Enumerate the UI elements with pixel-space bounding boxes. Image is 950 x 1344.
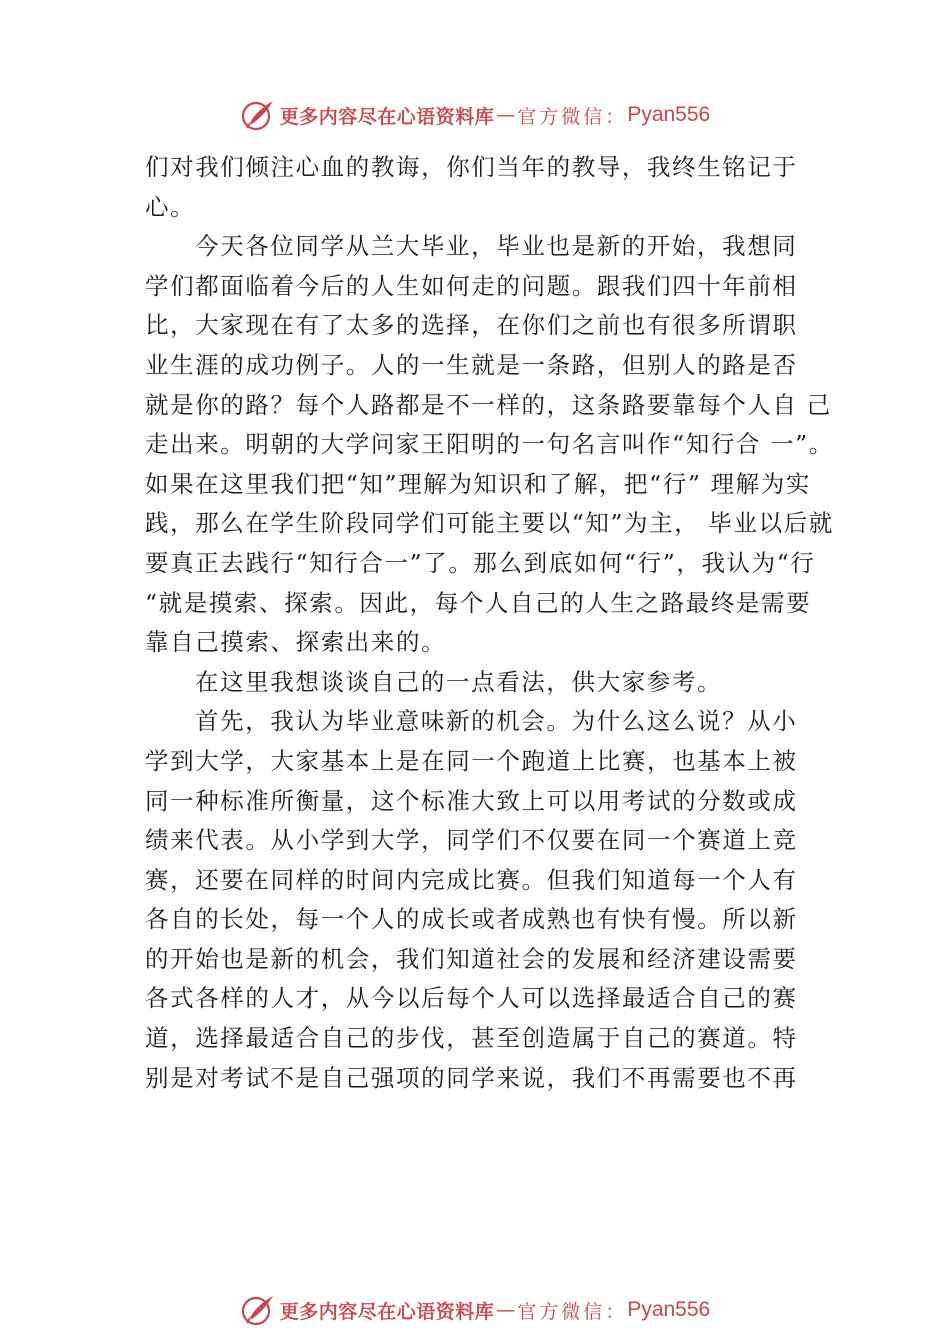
header-wechat-label: 官方微信： (517, 105, 628, 128)
text-line: 绩来代表。从小学到大学，同学们不仅要在同一个赛道上竞 (145, 826, 798, 855)
text-line: 各式各样的人才，从今以后每个人可以选择最适合自己的赛 (145, 984, 798, 1013)
header-separator: — (496, 104, 516, 126)
text-line: 业生涯的成功例子。人的一生就是一条路，但别人的路是否 (145, 350, 798, 379)
text-line: 们对我们倾注心血的教诲，你们当年的教导，我终生铭记于 (145, 153, 798, 181)
text-line: 就是你的路？每个人路都是不一样的，这条路要靠每个人自 己 (145, 390, 832, 419)
text-line: 的开始也是新的机会，我们知道社会的发展和经济建设需要 (145, 944, 798, 973)
header-wechat-id: Pyan556 (627, 103, 711, 126)
text-line: 各自的长处，每一个人的成长或者成熟也有快有慢。所以新 (145, 905, 798, 934)
text-line: 心。 (145, 192, 196, 221)
text-line: 学们都面临着今后的人生如何走的问题。跟我们四十年前相 (145, 271, 798, 300)
footer-wechat-label: 官方微信： (517, 1300, 628, 1323)
header-watermark-banner (0, 95, 950, 135)
text-line: 今天各位同学从兰大毕业，毕业也是新的开始，我想同 (195, 232, 798, 261)
text-line: 靠自己摸索、探索出来的。 (145, 628, 447, 657)
text-line: 走出来。明朝的大学问家王阳明的一句名言叫作“知行合 一”。 (145, 430, 834, 459)
text-line: 同一种标准所衡量，这个标准大致上可以用考试的分数或成 (145, 786, 798, 815)
quill-logo-icon (240, 1292, 276, 1328)
text-line: 比，大家现在有了太多的选择，在你们之前也有很多所谓职 (145, 311, 798, 340)
quill-logo-icon (240, 97, 276, 133)
text-line: 如果在这里我们把“知”理解为知识和了解，把“行” 理解为实 (145, 469, 811, 498)
footer-watermark-banner (0, 1290, 950, 1330)
header-brand-text: 更多内容尽在心语资料库 (279, 105, 495, 128)
footer-wechat-id: Pyan556 (627, 1298, 711, 1321)
text-line: 赛，还要在同样的时间内完成比赛。但我们知道每一个人有 (145, 865, 798, 894)
text-line: 别是对考试不是自己强项的同学来说，我们不再需要也不再 (145, 1063, 798, 1092)
text-line: 践，那么在学生阶段同学们可能主要以“知”为主， 毕业以后就 (145, 509, 834, 538)
footer-separator: — (496, 1299, 516, 1321)
text-line: 在这里我想谈谈自己的一点看法，供大家参考。 (195, 667, 723, 696)
document-body (145, 148, 845, 1098)
text-line: “就是摸索、探索。因此，每个人自己的人生之路最终是需要 (145, 588, 812, 617)
text-line: 道，选择最适合自己的步伐，甚至创造属于自己的赛道。特 (145, 1024, 798, 1053)
text-line: 学到大学，大家基本上是在同一个跑道上比赛，也基本上被 (145, 746, 798, 775)
text-line: 首先，我认为毕业意味新的机会。为什么这么说？从小 (195, 707, 798, 736)
footer-brand-text: 更多内容尽在心语资料库 (279, 1300, 495, 1323)
text-line: 要真正去践行“知行合一”了。那么到底如何“行”，我认为“行 (145, 548, 816, 577)
